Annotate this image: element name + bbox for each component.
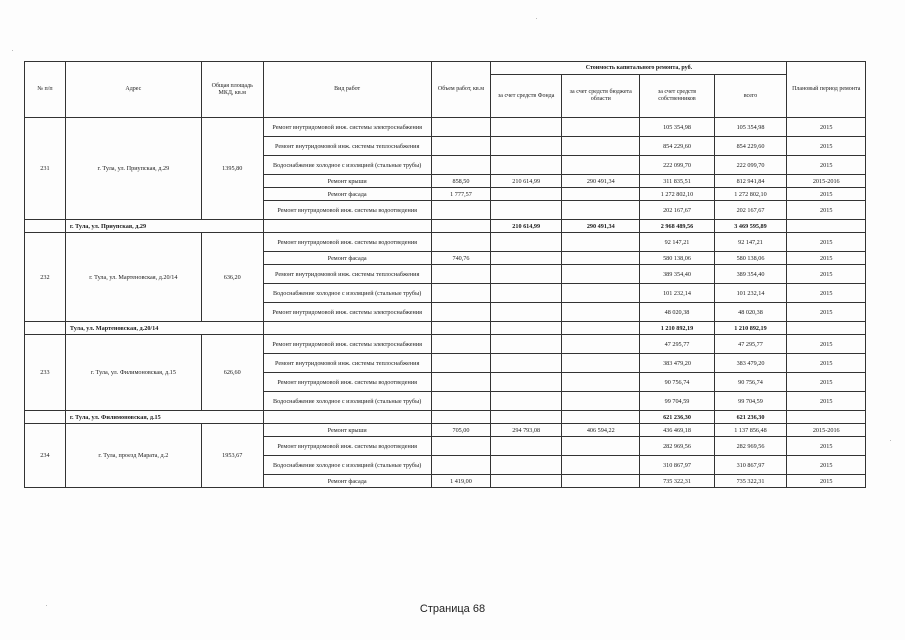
subtotal-total: 1 210 892,19: [714, 322, 787, 335]
header-period: Плановый период ремонта: [787, 62, 866, 118]
row-area: 636,20: [201, 233, 263, 322]
header-area: Общая площадь МКД, кв.м: [201, 62, 263, 118]
repair-period: 2015: [787, 265, 866, 284]
work-volume: [431, 284, 491, 303]
repair-period: 2015: [787, 137, 866, 156]
cost-fund: [491, 265, 562, 284]
cost-region-budget: [562, 265, 640, 284]
subtotal-label: г. Тула, ул. Приупская, д.29: [65, 220, 263, 233]
repair-period: 2015: [787, 475, 866, 488]
subtotal-empty: [431, 411, 491, 424]
cost-fund: [491, 137, 562, 156]
cost-fund: 210 614,99: [491, 175, 562, 188]
subtotal-row: [25, 322, 866, 335]
subtotal-empty: [431, 322, 491, 335]
work-volume: [431, 335, 491, 354]
scan-speck: [536, 18, 537, 19]
cost-region-budget: [562, 233, 640, 252]
cost-fund: [491, 118, 562, 137]
cost-fund: [491, 392, 562, 411]
cost-owners: 101 232,14: [640, 284, 714, 303]
cost-fund: [491, 354, 562, 373]
cost-total: 222 099,70: [714, 156, 787, 175]
work-type: Ремонт фасада: [263, 475, 431, 488]
work-type: Водоснабжение холодное с изоляцией (стальные трубы): [263, 284, 431, 303]
work-type: Ремонт внутридомовой инж. системы теплоснабжения: [263, 265, 431, 284]
cost-region-budget: [562, 303, 640, 322]
work-volume: 705,00: [431, 424, 491, 437]
row-address: г. Тула, проезд Марата, д.2: [65, 424, 201, 488]
subtotal-owners: 1 210 892,19: [640, 322, 714, 335]
cost-region-budget: [562, 475, 640, 488]
header-owners: за счет средств собственников: [640, 75, 714, 118]
work-type: Ремонт внутридомовой инж. системы водоотведения: [263, 437, 431, 456]
subtotal-fund: [491, 411, 562, 424]
work-type: Ремонт внутридомовой инж. системы электроснабжения: [263, 303, 431, 322]
cost-region-budget: [562, 137, 640, 156]
work-volume: 1 419,00: [431, 475, 491, 488]
work-volume: [431, 303, 491, 322]
row-area: 626,60: [201, 335, 263, 411]
row-area: 1395,80: [201, 118, 263, 220]
table-row: [25, 335, 866, 354]
cost-region-budget: [562, 373, 640, 392]
cost-total: 90 756,74: [714, 373, 787, 392]
cost-fund: [491, 456, 562, 475]
cost-total: 580 138,06: [714, 252, 787, 265]
subtotal-region-budget: 290 491,34: [562, 220, 640, 233]
work-type: Ремонт внутридомовой инж. системы водоотведения: [263, 373, 431, 392]
repair-period: 2015: [787, 201, 866, 220]
table-row: [25, 233, 866, 252]
work-volume: [431, 137, 491, 156]
subtotal-owners: 2 968 489,56: [640, 220, 714, 233]
cost-region-budget: [562, 252, 640, 265]
subtotal-empty: [263, 220, 431, 233]
cost-total: 1 272 802,10: [714, 188, 787, 201]
work-type: Ремонт крыши: [263, 175, 431, 188]
scan-speck: [12, 50, 13, 51]
work-volume: [431, 118, 491, 137]
row-number: 233: [25, 335, 66, 411]
subtotal-empty: [431, 220, 491, 233]
repair-period: 2015: [787, 303, 866, 322]
cost-owners: 311 835,51: [640, 175, 714, 188]
cost-owners: 1 272 802,10: [640, 188, 714, 201]
work-volume: [431, 201, 491, 220]
cost-region-budget: [562, 284, 640, 303]
work-type: Ремонт внутридомовой инж. системы водоотведения: [263, 233, 431, 252]
scan-speck: [46, 605, 47, 606]
table-row: [25, 118, 866, 137]
cost-region-budget: [562, 354, 640, 373]
cost-owners: 389 354,40: [640, 265, 714, 284]
cost-fund: [491, 201, 562, 220]
cost-owners: 92 147,21: [640, 233, 714, 252]
row-number: 231: [25, 118, 66, 220]
header-fund: за счет средств Фонда: [491, 75, 562, 118]
work-volume: [431, 437, 491, 456]
cost-fund: [491, 335, 562, 354]
table-row: [25, 424, 866, 437]
work-volume: 740,76: [431, 252, 491, 265]
work-type: Водоснабжение холодное с изоляцией (стальные трубы): [263, 456, 431, 475]
work-volume: [431, 354, 491, 373]
cost-owners: 580 138,06: [640, 252, 714, 265]
cost-total: 92 147,21: [714, 233, 787, 252]
cost-fund: [491, 303, 562, 322]
cost-total: 1 137 856,48: [714, 424, 787, 437]
cost-total: 282 969,56: [714, 437, 787, 456]
subtotal-region-budget: [562, 411, 640, 424]
row-area: 1953,67: [201, 424, 263, 488]
subtotal-empty: [787, 322, 866, 335]
cost-total: 202 167,67: [714, 201, 787, 220]
repair-period: 2015-2016: [787, 175, 866, 188]
repair-period: 2015: [787, 373, 866, 392]
subtotal-label: Тула, ул. Мартеновская, д.20/14: [65, 322, 263, 335]
cost-owners: 99 704,59: [640, 392, 714, 411]
cost-total: 383 479,20: [714, 354, 787, 373]
cost-owners: 854 229,60: [640, 137, 714, 156]
work-type: Ремонт внутридомовой инж. системы теплоснабжения: [263, 354, 431, 373]
cost-fund: [491, 373, 562, 392]
header-total: всего: [714, 75, 787, 118]
cost-fund: [491, 437, 562, 456]
cost-region-budget: [562, 437, 640, 456]
cost-owners: 202 167,67: [640, 201, 714, 220]
row-address: г. Тула, ул. Мартеновская, д.20/14: [65, 233, 201, 322]
work-volume: [431, 156, 491, 175]
cost-region-budget: [562, 118, 640, 137]
work-volume: [431, 373, 491, 392]
repair-period: 2015: [787, 188, 866, 201]
subtotal-owners: 621 236,30: [640, 411, 714, 424]
cost-region-budget: 290 491,34: [562, 175, 640, 188]
subtotal-spacer: [25, 220, 66, 233]
cost-total: 389 354,40: [714, 265, 787, 284]
work-volume: [431, 456, 491, 475]
cost-owners: 105 354,98: [640, 118, 714, 137]
cost-total: 99 704,59: [714, 392, 787, 411]
cost-owners: 436 469,18: [640, 424, 714, 437]
work-type: Ремонт внутридомовой инж. системы электроснабжения: [263, 335, 431, 354]
repair-period: 2015: [787, 156, 866, 175]
cost-owners: 90 756,74: [640, 373, 714, 392]
cost-region-budget: [562, 156, 640, 175]
cost-fund: [491, 233, 562, 252]
cost-fund: [491, 284, 562, 303]
work-type: Ремонт фасада: [263, 252, 431, 265]
repair-period: 2015: [787, 354, 866, 373]
page-number: Страница 68: [419, 603, 486, 615]
cost-total: 105 354,98: [714, 118, 787, 137]
subtotal-label: г. Тула, ул. Филимоновская, д.15: [65, 411, 263, 424]
work-type: Ремонт внутридомовой инж. системы электроснабжения: [263, 118, 431, 137]
cost-fund: 294 793,08: [491, 424, 562, 437]
cost-total: 812 941,84: [714, 175, 787, 188]
work-type: Водоснабжение холодное с изоляцией (стальные трубы): [263, 392, 431, 411]
cost-owners: 48 020,38: [640, 303, 714, 322]
cost-total: 310 867,97: [714, 456, 787, 475]
cost-owners: 282 969,56: [640, 437, 714, 456]
repair-period: 2015: [787, 437, 866, 456]
subtotal-spacer: [25, 322, 66, 335]
cost-region-budget: [562, 188, 640, 201]
work-volume: 1 777,57: [431, 188, 491, 201]
header-volume: Объем работ, кв.м: [431, 62, 491, 118]
row-address: г. Тула, ул. Приупская, д.29: [65, 118, 201, 220]
cost-fund: [491, 475, 562, 488]
work-volume: 858,50: [431, 175, 491, 188]
cost-region-budget: [562, 335, 640, 354]
row-address: г. Тула, ул. Филимоновская, д.15: [65, 335, 201, 411]
work-type: Ремонт внутридомовой инж. системы водоотведения: [263, 201, 431, 220]
work-type: Ремонт внутридомовой инж. системы теплоснабжения: [263, 137, 431, 156]
work-type: Ремонт фасада: [263, 188, 431, 201]
subtotal-region-budget: [562, 322, 640, 335]
subtotal-total: 3 469 595,89: [714, 220, 787, 233]
subtotal-empty: [263, 322, 431, 335]
header-cost-group: Стоимость капитального ремонта, руб.: [491, 62, 787, 75]
cost-total: 101 232,14: [714, 284, 787, 303]
subtotal-row: [25, 220, 866, 233]
header-address: Адрес: [65, 62, 201, 118]
cost-owners: 735 322,31: [640, 475, 714, 488]
cost-fund: [491, 188, 562, 201]
header-num: № п/п: [25, 62, 66, 118]
subtotal-total: 621 236,30: [714, 411, 787, 424]
repair-period: 2015: [787, 118, 866, 137]
repair-period: 2015: [787, 392, 866, 411]
repair-period: 2015: [787, 284, 866, 303]
work-type: Ремонт крыши: [263, 424, 431, 437]
subtotal-fund: [491, 322, 562, 335]
subtotal-empty: [787, 411, 866, 424]
subtotal-empty: [787, 220, 866, 233]
header-work-type: Вид работ: [263, 62, 431, 118]
repair-period: 2015: [787, 252, 866, 265]
repair-period: 2015-2016: [787, 424, 866, 437]
row-number: 234: [25, 424, 66, 488]
cost-total: 47 295,77: [714, 335, 787, 354]
work-volume: [431, 392, 491, 411]
cost-owners: 310 867,97: [640, 456, 714, 475]
work-volume: [431, 233, 491, 252]
cost-region-budget: [562, 456, 640, 475]
work-type: Водоснабжение холодное с изоляцией (стальные трубы): [263, 156, 431, 175]
cost-fund: [491, 252, 562, 265]
table-body: [25, 118, 866, 488]
subtotal-spacer: [25, 411, 66, 424]
repair-period: 2015: [787, 335, 866, 354]
cost-fund: [491, 156, 562, 175]
cost-region-budget: [562, 392, 640, 411]
subtotal-fund: 210 614,99: [491, 220, 562, 233]
cost-owners: 222 099,70: [640, 156, 714, 175]
cost-total: 854 229,60: [714, 137, 787, 156]
repair-period: 2015: [787, 233, 866, 252]
cost-owners: 47 295,77: [640, 335, 714, 354]
header-region-budget: за счет средств бюджета области: [562, 75, 640, 118]
cost-total: 48 020,38: [714, 303, 787, 322]
cost-owners: 383 479,20: [640, 354, 714, 373]
subtotal-empty: [263, 411, 431, 424]
row-number: 232: [25, 233, 66, 322]
subtotal-row: [25, 411, 866, 424]
cost-region-budget: 406 594,22: [562, 424, 640, 437]
cost-region-budget: [562, 201, 640, 220]
cost-total: 735 322,31: [714, 475, 787, 488]
capital-repair-table: [24, 61, 866, 488]
work-volume: [431, 265, 491, 284]
repair-period: 2015: [787, 456, 866, 475]
scan-speck: [890, 440, 891, 441]
